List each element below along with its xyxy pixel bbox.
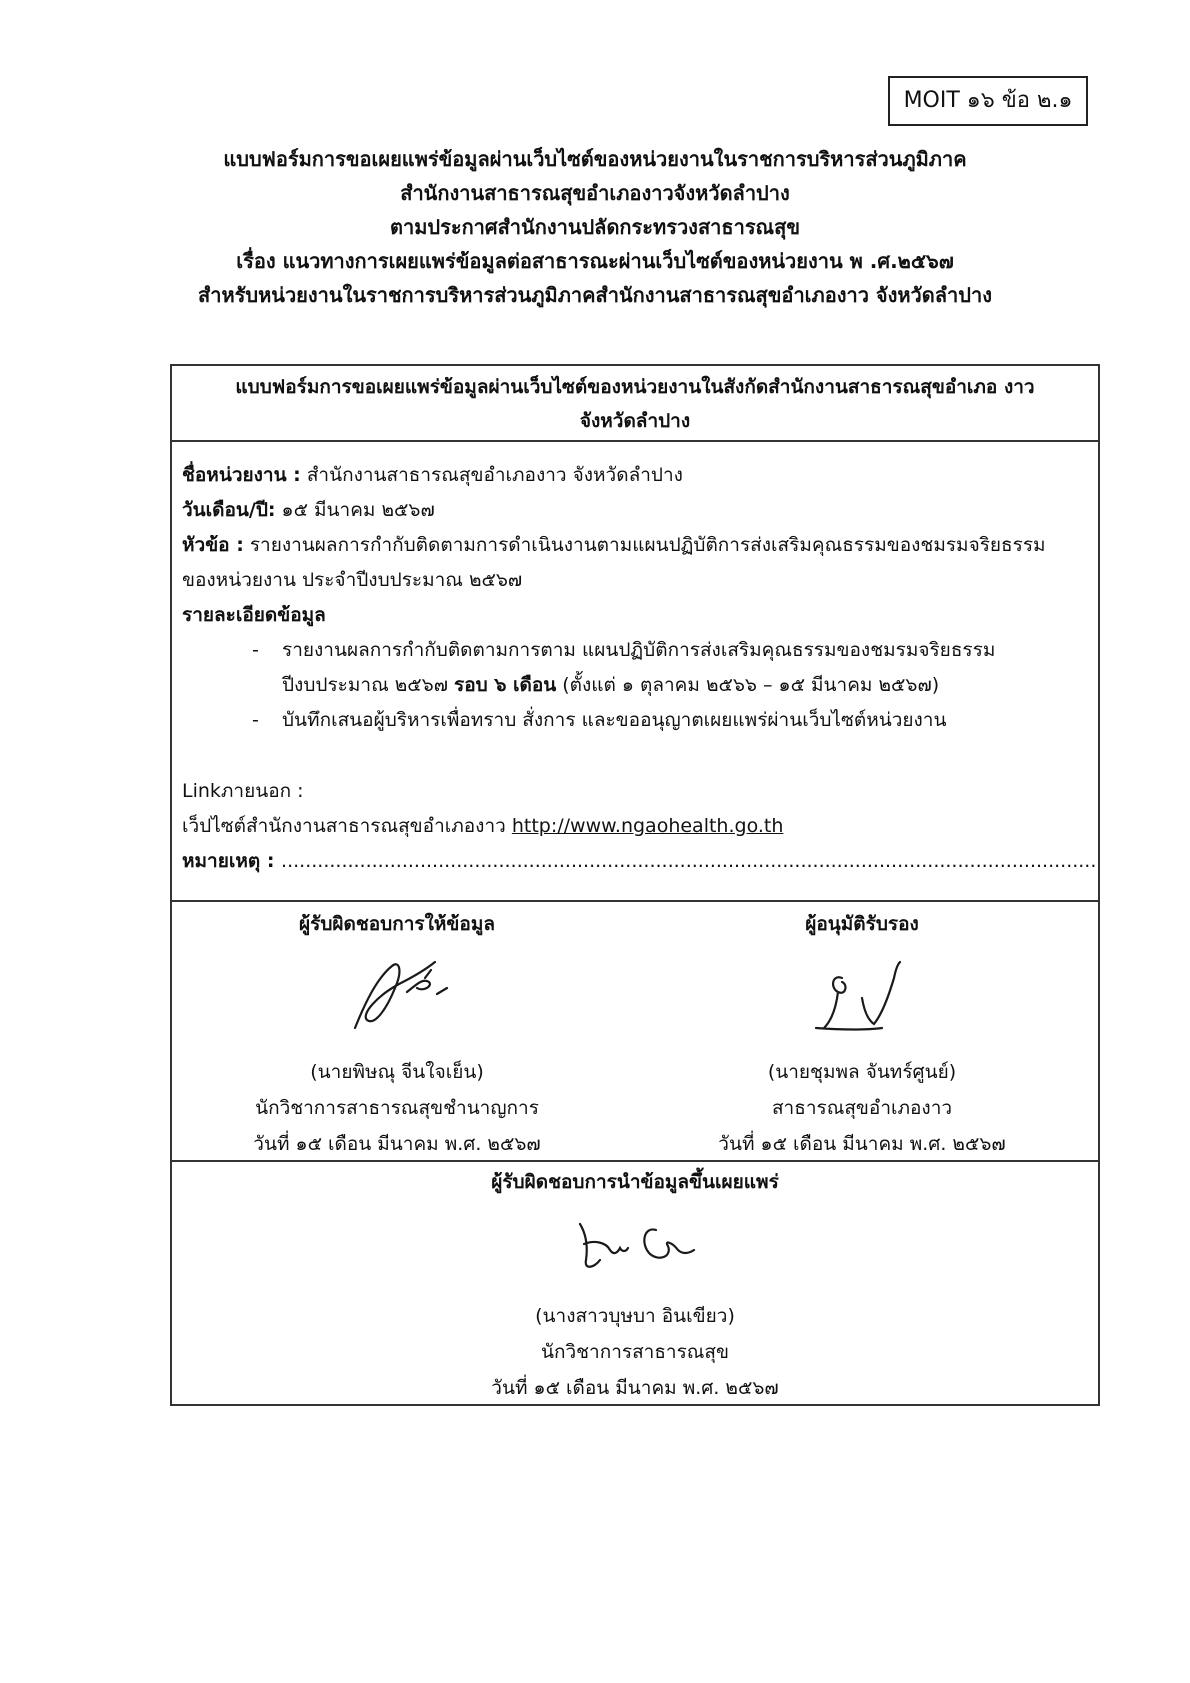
details-label: รายละเอียดข้อมูล bbox=[182, 604, 326, 626]
form-title-line-2: จังหวัดลำปาง bbox=[579, 410, 691, 432]
external-link-label: Linkภายนอก : bbox=[182, 780, 304, 802]
detail-round: รอบ ๖ เดือน bbox=[454, 674, 557, 696]
date-value: ๑๕ มีนาคม ๒๕๖๗ bbox=[275, 499, 435, 521]
topic-continued: ของหน่วยงาน ประจำปีงบประมาณ ๒๕๖๗ bbox=[182, 569, 523, 591]
signature-image-left bbox=[172, 942, 622, 1054]
remark-dots: ....................................................................................................................................... bbox=[281, 850, 1097, 872]
detail-item-1-line-1: รายงานผลการกำกับติดตามการตาม แผนปฏิบัติการส่งเสริมคุณธรรมของชมรมจริยธรรม bbox=[282, 639, 996, 661]
agency-label: ชื่อหน่วยงาน : bbox=[182, 464, 301, 486]
signer-right-role: ผู้อนุมัติรับรอง bbox=[805, 913, 919, 935]
signer-left-date: วันที่ ๑๕ เดือน มีนาคม พ.ศ. ๒๕๖๗ bbox=[253, 1133, 541, 1155]
date-label: วันเดือน/ปี: bbox=[182, 499, 276, 521]
topic-value: รายงานผลการกำกับติดตามการดำเนินงานตามแผนปฏิบัติการส่งเสริมคุณธรรมของชมรมจริยธรรม bbox=[243, 534, 1046, 556]
form-title-line-1: แบบฟอร์มการขอเผยแพร่ข้อมูลผ่านเว็บไซต์ของหน่วยงานในสังกัดสำนักงานสาธารณสุขอำเภอ งาว bbox=[235, 376, 1035, 398]
detail-fiscal-year: ปีงบประมาณ ๒๕๖๗ bbox=[282, 674, 455, 696]
signature-image-right bbox=[637, 942, 1087, 1054]
header-line-4: เรื่อง แนวทางการเผยแพร่ข้อมูลต่อสาธารณะผ่านเว็บไซต์ของหน่วยงาน พ .ศ.๒๕๖๗ bbox=[236, 249, 954, 273]
detail-item-1-line-2 bbox=[282, 668, 1092, 703]
signer-left bbox=[172, 902, 622, 1162]
signer-right-position: สาธารณสุขอำเภองาว bbox=[771, 1097, 953, 1119]
signature-image-publisher bbox=[172, 1200, 1098, 1298]
remark-label: หมายเหตุ : bbox=[182, 850, 282, 872]
form-info-section bbox=[182, 458, 1097, 879]
signer-left-name: (นายพิษณุ จีนใจเย็น) bbox=[310, 1061, 484, 1083]
header-line-3: ตามประกาศสำนักงานปลัดกระทรวงสาธารณสุข bbox=[389, 215, 800, 239]
agency-value: สำนักงานสาธารณสุขอำเภองาว จังหวัดลำปาง bbox=[300, 464, 683, 486]
remark-row bbox=[182, 844, 1097, 879]
spacer bbox=[182, 738, 1092, 774]
topic-row bbox=[182, 528, 1092, 563]
signature-section bbox=[172, 900, 1098, 1162]
signer-right bbox=[637, 902, 1087, 1162]
moit-reference-box: MOIT ๑๖ ข้อ ๒.๑ bbox=[888, 76, 1088, 126]
date-row bbox=[182, 493, 1092, 528]
publisher-position: นักวิชาการสาธารณสุข bbox=[540, 1341, 730, 1363]
detail-item-2-text: บันทึกเสนอผู้บริหารเพื่อทราบ สั่งการ และขออนุญาตเผยแพร่ผ่านเว็บไซต์หน่วยงาน bbox=[282, 709, 947, 731]
header-line-5: สำหรับหน่วยงานในราชการบริหารส่วนภูมิภาคสำนักงานสาธารณสุขอำเภองาว จังหวัดลำปาง bbox=[198, 283, 992, 307]
request-form-table bbox=[170, 364, 1100, 1406]
website-row bbox=[182, 809, 1092, 844]
website-text: เว็ปไซต์สำนักงานสาธารณสุขอำเภองาว bbox=[182, 815, 512, 837]
header-line-2: สำนักงานสาธารณสุขอำเภองาวจังหวัดลำปาง bbox=[400, 181, 790, 205]
publisher-name: (นางสาวบุษบา อินเขียว) bbox=[535, 1305, 735, 1327]
publisher-role: ผู้รับผิดชอบการนำข้อมูลขึ้นเผยแพร่ bbox=[491, 1171, 779, 1193]
topic-label: หัวข้อ : bbox=[182, 534, 244, 556]
bullet-dash: - bbox=[252, 639, 259, 661]
detail-period: (ตั้งแต่ ๑ ตุลาคม ๒๕๖๖ – ๑๕ มีนาคม ๒๕๖๗) bbox=[556, 674, 940, 696]
bullet-dash: - bbox=[252, 709, 259, 731]
agency-row bbox=[182, 458, 1092, 493]
detail-item-2 bbox=[182, 703, 1092, 738]
publisher-date: วันที่ ๑๕ เดือน มีนาคม พ.ศ. ๒๕๖๗ bbox=[491, 1377, 779, 1399]
document-header bbox=[120, 142, 1070, 312]
signer-left-role: ผู้รับผิดชอบการให้ข้อมูล bbox=[299, 913, 495, 935]
signer-right-date: วันที่ ๑๕ เดือน มีนาคม พ.ศ. ๒๕๖๗ bbox=[718, 1133, 1006, 1155]
header-line-1: แบบฟอร์มการขอเผยแพร่ข้อมูลผ่านเว็บไซต์ของหน่วยงานในราชการบริหารส่วนภูมิภาค bbox=[223, 147, 967, 171]
website-link[interactable]: http://www.ngaohealth.go.th bbox=[511, 815, 784, 837]
signer-right-name: (นายชุมพล จันทร์ศูนย์) bbox=[767, 1061, 957, 1083]
publisher-section bbox=[172, 1162, 1098, 1406]
detail-item-1 bbox=[182, 633, 1092, 703]
signer-left-position: นักวิชาการสาธารณสุขชำนาญการ bbox=[255, 1097, 539, 1119]
form-title bbox=[172, 366, 1098, 442]
